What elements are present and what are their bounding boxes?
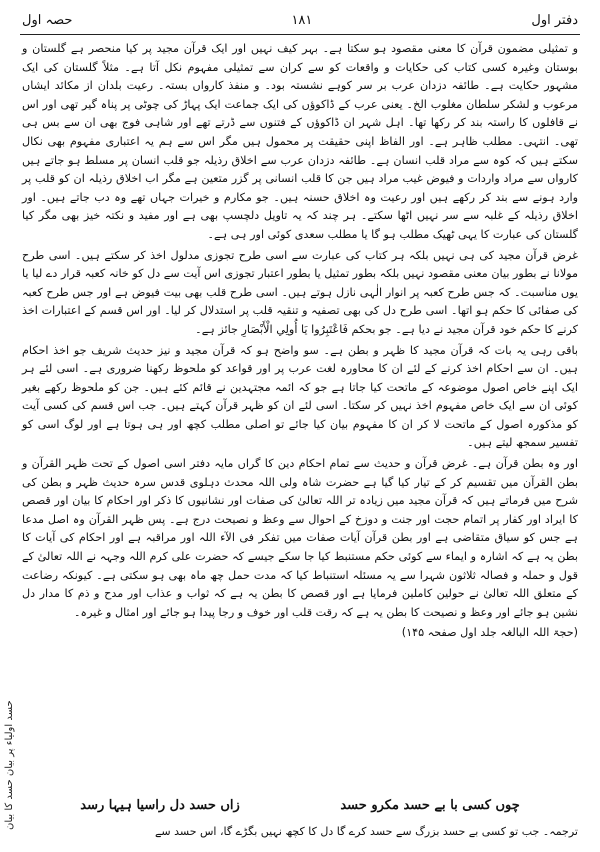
paragraph-1: و تمثیلی مضمون قرآن کا معنی مقصود ہو سکتا ہے۔ بہر کیف نہیں اور ایک قرآن مجید پر کیا منحصر ہے گلستان و بوستان وغیرہ کسی کتاب کی حکایات و واقعات کو سے کران سے تمثیلی مفہوم نکل آتا ہے۔ مثلاً گلستان کی ایک مشہور حکایت ہے۔ طائفہ دزدان عرب بر سر کوہے نشستہ بود۔ و منفذ کارواں بستہ۔ رعیت بلدان از مکائد ایشاں مرعوب و لشکر سلطان مغلوب الخ۔ یعنی عرب کے ڈاکوؤں کی ایک جماعت ایک پہاڑ کی چوٹی پر پناہ گیر تھی اور اس نے قافلوں کا راستہ بند کر رکھا تھا۔ اہل شہر ان ڈاکوؤں کے فتنوں سے ڈرتے تھے اور شاہی فوج بھی ان سے بس ہی تھی۔ انتہی۔ مطلب ظاہر ہے۔ اور الفاظ اپنی حقیقت پر محمول ہیں مگر اس سے ہم یہ اعتباری مفہوم بھی نکال سکتے ہیں کہ کوہ سے مراد قلب انسان ہے۔ طائفہ دزدان عرب سے اخلاق رذیلہ جو قلب انسان پر مسلط ہو جاتے ہیں کارواں سے مراد واردات و فیوض غیب مراد ہیں جن کا قلب انسانی پر گزر متعین ہے مگر اب اخلاق رذیلہ ان کو قلب پر وارد ہونے سے بند کر رکھے ہیں اور رعیت وہ اخلاق حسنہ ہیں۔ جو مکارم و خیرات جہاں تھے وہ دب جاتے ہیں۔ اور اخلاق رذیلہ کے غلبہ سے سر نہیں اٹھا سکتے۔ ہر چند کہ یہ تاویل دلچسپ بھی ہے اور مفید و نکتہ خیز بھی مگر کیا گلستان کی عبارت کا یہی ٹھیک مطلب ہو گا یا مطلب سعدی کوئی اور ہی ہے۔ bbox=[22, 42, 578, 241]
paragraph-3: باقی رہی یہ بات کہ قرآن مجید کا ظہر و بطن ہے۔ سو واضح ہو کہ قرآن مجید و نیز حدیث شریف جو اخذ احکام ہیں۔ ان سے احکام اخذ کرنے کے لئے ان کا محاورہ لغت عرب پر اور قواعد کو ملحوظ رکھنا ضروری ہے۔ اسی لئے ہر ایک اپنے خاص اصول موضوعہ کے ماتحت کیا جاتا ہے جو کہ ائمہ مجتہدین نے قائم کئے ہیں۔ جن کو ملحوظ رکھے بغیر کوئی ان سے ایک خاص مفہوم اخذ نہیں کر سکتا۔ اسی لئے ان کو ظہر قرآن کہتے ہیں۔ جب اس قسم کی کسی آیت کو مذکورہ اصول کے ماتحت لا کر ان کا مفہوم بیان کیا جائے تو اصلی مطلب کچھ اور ہی ہوتا ہے اور لوگ اسی کو تفسیر سمجھ لیتے ہیں۔ bbox=[22, 343, 578, 450]
verse-line-1: چوں کسی با بے حسد مکرو حسد bbox=[340, 798, 520, 813]
header-book-label: دفتر اول bbox=[531, 12, 578, 28]
page-body bbox=[22, 40, 578, 643]
margin-note: حسد اولیاء پر بیان حسد کا بیان bbox=[4, 700, 15, 830]
verse-translation: ترجمہ۔ جب تو کسی بے حسد بزرگ سے حسد کرے گا دل کا کچھ نہیں بگڑے گا، اس حسد سے bbox=[154, 825, 578, 838]
header-section-label: حصہ اول bbox=[22, 12, 73, 28]
verse-line-2: زاں حسد دل راسیا ہیہا رسد bbox=[80, 798, 240, 813]
paragraph-2: غرض قرآن مجید کی ہی نہیں بلکہ ہر کتاب کی عبارت سے اسی طرح تجوزی مدلول اخذ کر سکتے ہیں۔ اسی طرح مولانا نے بطور بیان معنی مقصود نہیں بلکہ بطور تمثیل یا بطور اعتبار تجوزی اس آیت سے دل کو خانہ کعبہ قرار دے لیا یا یوں مناسبت۔ کہ جس طرح کعبہ پر انوار الٰہی نازل ہوتے ہیں۔ اسی طرح قلب بھی بیت فیوض ہے اور جس طرح کعبہ کی صفائی کا حکم ہو اتھا۔ اسی طرح دل کی بھی تصفیہ و تنقیہ قلب پر استدلال کر لیا۔ اور اس قسم کے اعتبارات اخذ کرنے کا حکم خود قرآن مجید نے دیا ہے۔ جو بحکم فَاعْتَبِرُوا يَا أُولِي الْأَبْصَارِ جائز ہے۔ bbox=[22, 248, 578, 336]
page-header bbox=[22, 6, 578, 34]
header-rule bbox=[20, 34, 580, 35]
paragraph-4: اور وہ بطن قرآن ہے۔ غرض قرآن و حدیث سے تمام احکام دین کا گراں مایہ دفتر اسی اصول کے تحت ظہر القرآن و بطن القرآن میں تقسیم کر کے تیار کیا گیا ہے حضرت شاہ ولی اللہ محدث دہلوی قدس سرہ حدیث ظہر و بطن کی شرح میں فرماتے ہیں کہ قرآن مجید میں زیادہ تر اللہ تعالیٰ کی صفات اور نشانیوں کا ذکر اور احکام کا بیان اور قصص کا ایراد اور کفار پر اتمام حجت اور جنت و دوزخ کے احوال سے وعظ و نصیحت درج ہے۔ پس ظہر القرآن وہ اصل مدعا ہے جس کو سیاق متقاضی ہے اور بطن قرآن آیات صفات میں تفکر فی الآء اللہ اور مراقبہ ہے اور احکام کی آیات کا بطن یہ ہے کہ اشارہ و ایماء سے کوئی حکم مستنبط کیا جا سکے جیسے کہ حضرت علی کرم اللہ وجہہ نے اللہ تعالیٰ کے قول و حملہ و فصالہ ثلاثون شہرا سے یہ مسئلہ استنباط کیا کہ مدت حمل چھ ماہ بھی ہو سکتی ہے۔ کیونکہ رضاعت کے متعلق اللہ تعالیٰ نے حولین کاملین فرمایا ہے اور قصص کا بطن یہ ہے کہ ثواب و عذاب اور مدح و ذم کا مدار دل نشین ہو جائے اور وعظ و نصیحت کا بطن یہ ہے کہ رقت قلب اور خوف و رجا پیدا ہو جائے اور امثال و غیرہ۔ bbox=[22, 457, 578, 619]
persian-verse bbox=[30, 798, 570, 820]
page-number: ۱۸۱ bbox=[291, 12, 313, 28]
citation: (حجۃ اللہ البالغہ جلد اول صفحہ ۱۴۵) bbox=[401, 626, 578, 640]
